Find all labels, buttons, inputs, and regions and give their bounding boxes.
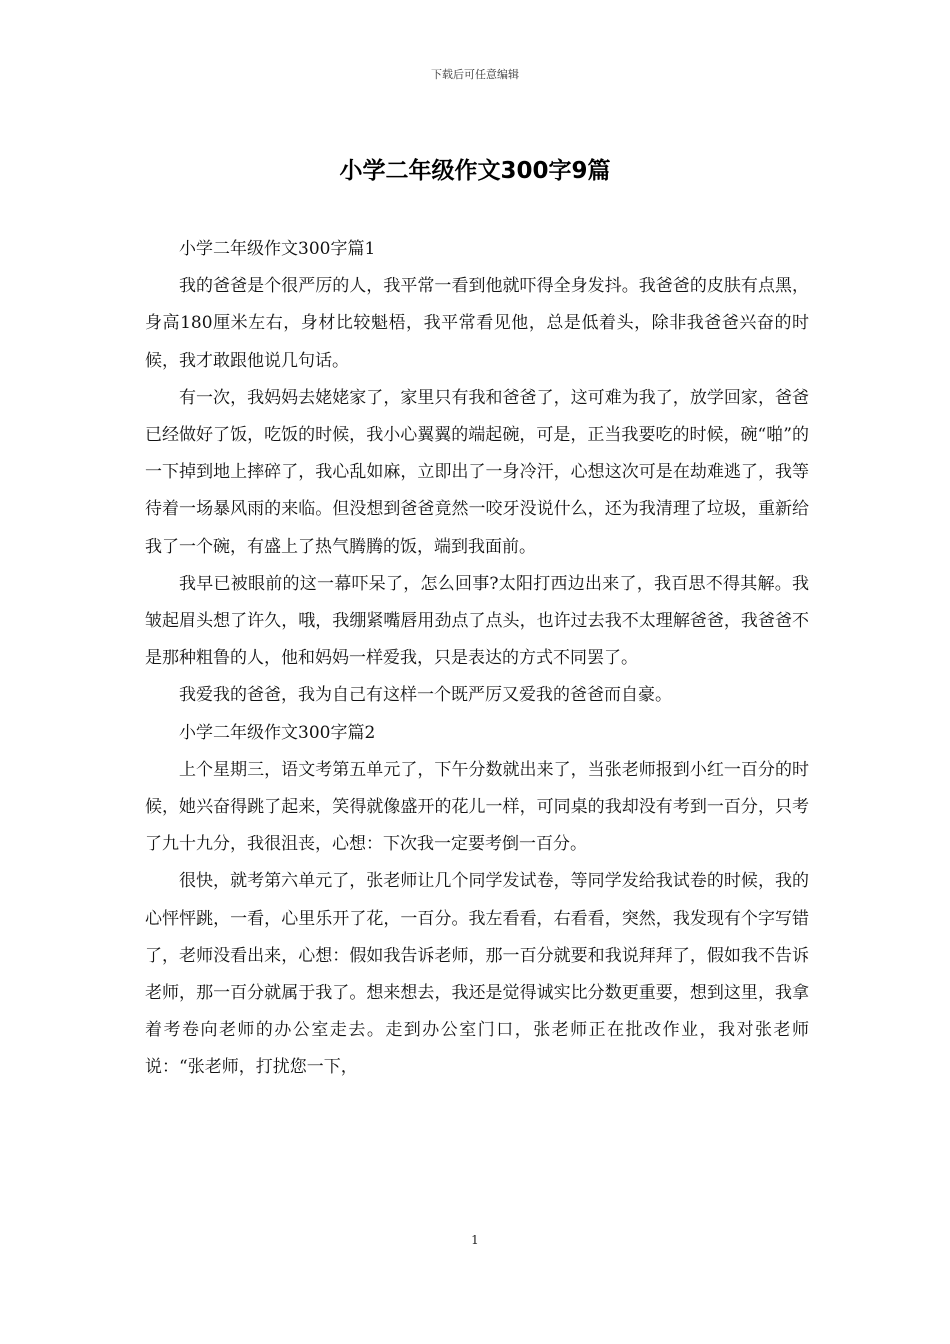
paragraph: 我爱我的爸爸，我为自己有这样一个既严厉又爱我的爸爸而自豪。 [179, 685, 672, 706]
header-note: 下载后可任意编辑 [431, 68, 519, 81]
paragraph: 很快，就考第六单元了，张老师让几个同学发试卷，等同学发给我试卷的时候，我的心怦怦跳，一看，心里乐开了花，一百分。我左看看，右看看，突然，我发现有个字写错了，老师没看出来，心想：假如我告诉老师，那一百分就要和我说拜拜了，假如我不告诉老师，那一百分就属于我了。想来想去，我还是觉得诚实比分数更重要，想到这里，我拿着考卷向老师的办公室走去。走到办公室门口，张老师正在批改作业，我对张老师说：“张老师，打扰您一下， [145, 871, 809, 1078]
paragraph: 上个星期三，语文考第五单元了，下午分数就出来了，当张老师报到小红一百分的时候，她兴奋得跳了起来，笑得就像盛开的花儿一样，可同桌的我却没有考到一百分，只考了九十九分，我很沮丧，心想：下次我一定要考倒一百分。 [145, 759, 809, 855]
paragraph: 有一次，我妈妈去姥姥家了，家里只有我和爸爸了，这可难为我了，放学回家，爸爸已经做好了饭，吃饭的时候，我小心翼翼的端起碗，可是，正当我要吃的时候，碗“啪”的一下掉到地上摔碎了，我心乱如麻，立即出了一身冷汗，心想这次可是在劫难逃了，我等待着一场暴风雨的来临。但没想到爸爸竟然一咬牙没说什么，还为我清理了垃圾，重新给我了一个碗，有盛上了热气腾腾的饭，端到我面前。 [145, 387, 809, 557]
section-heading-1: 小学二年级作文300字篇1 [179, 239, 376, 259]
paragraph: 我的爸爸是个很严厉的人，我平常一看到他就吓得全身发抖。我爸爸的皮肤有点黑，身高180厘米左右，身材比较魁梧，我平常看见他，总是低着头，除非我爸爸兴奋的时候，我才敢跟他说几句话。 [145, 276, 809, 371]
document-title: 小学二年级作文300字9篇 [339, 158, 611, 184]
paragraph: 我早已被眼前的这一幕吓呆了，怎么回事?太阳打西边出来了，我百思不得其解。我皱起眉头想了许久，哦，我绷紧嘴唇用劲点了点头，也许过去我不太理解爸爸，我爸爸不是那种粗鲁的人，他和妈妈一样爱我，只是表达的方式不同罢了。 [145, 573, 809, 669]
page-number: 1 [471, 1233, 479, 1247]
section-heading-2: 小学二年级作文300字篇2 [179, 722, 376, 743]
document-body [145, 231, 809, 1087]
